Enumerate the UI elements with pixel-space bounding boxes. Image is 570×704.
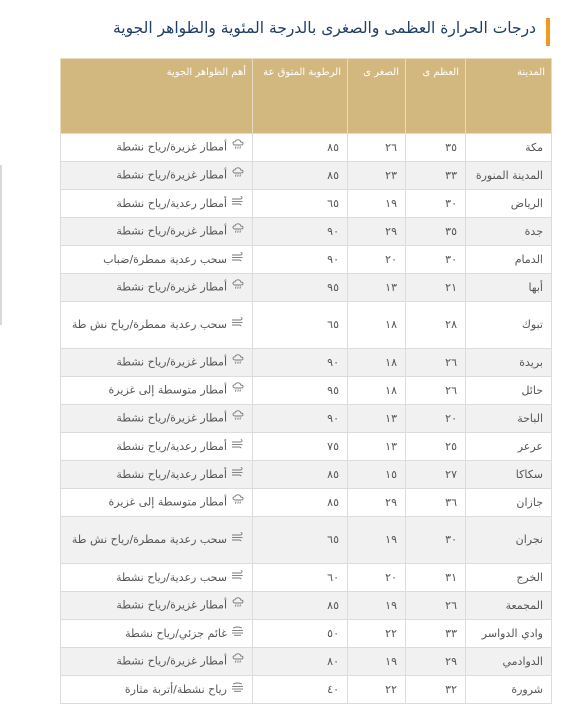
humidity-cell: ٤٠	[253, 676, 348, 704]
header-max: العظم ى	[406, 59, 466, 134]
haze-icon	[230, 626, 244, 642]
humidity-cell: ٧٥	[253, 433, 348, 461]
page-edge-rule	[0, 165, 2, 325]
weather-cell	[61, 190, 253, 218]
max-temp-cell: ٣٢	[406, 676, 466, 704]
weather-text: سحب رعدية/رياح نشطة	[115, 570, 227, 584]
rain-cloud-icon	[230, 597, 244, 614]
city-cell: المجمعة	[466, 592, 552, 620]
table-row	[61, 162, 552, 190]
header-humidity: الرطوبة المتوق عة	[253, 59, 348, 134]
rain-cloud-icon	[230, 410, 244, 427]
city-cell: عرعر	[466, 433, 552, 461]
humidity-cell: ٨٥	[253, 461, 348, 489]
weather-table	[60, 58, 552, 704]
weather-cell	[61, 433, 253, 461]
header-weather: أهم الظواهر الجوية	[61, 59, 253, 134]
weather-text: أمطار متوسطة إلى غزيرة	[108, 383, 227, 397]
max-temp-cell: ٢٥	[406, 433, 466, 461]
city-cell: مكة	[466, 134, 552, 162]
wind-icon	[230, 196, 244, 212]
min-temp-cell: ٢٣	[348, 162, 406, 190]
header-city: المدينة	[466, 59, 552, 134]
weather-cell	[61, 648, 253, 676]
table-row	[61, 134, 552, 162]
haze-icon	[230, 682, 244, 698]
max-temp-cell: ٢٨	[406, 302, 466, 349]
table-row	[61, 274, 552, 302]
weather-cell	[61, 246, 253, 274]
min-temp-cell: ١٨	[348, 302, 406, 349]
city-cell: حائل	[466, 377, 552, 405]
rain-cloud-icon	[230, 494, 244, 511]
title-accent-bar	[546, 18, 550, 46]
city-cell: الخرج	[466, 564, 552, 592]
min-temp-cell: ١٨	[348, 377, 406, 405]
city-cell: المدينة المنورة	[466, 162, 552, 190]
humidity-cell: ٥٠	[253, 620, 348, 648]
city-cell: شرورة	[466, 676, 552, 704]
humidity-cell: ٩٠	[253, 246, 348, 274]
table-row	[61, 461, 552, 489]
max-temp-cell: ٣٣	[406, 620, 466, 648]
rain-cloud-icon	[230, 354, 244, 371]
min-temp-cell: ٢٩	[348, 218, 406, 246]
city-cell: جازان	[466, 489, 552, 517]
weather-cell	[61, 461, 253, 489]
min-temp-cell: ٢٩	[348, 489, 406, 517]
table-row	[61, 648, 552, 676]
max-temp-cell: ٣٣	[406, 162, 466, 190]
city-cell: أبها	[466, 274, 552, 302]
max-temp-cell: ٢٦	[406, 377, 466, 405]
table-row	[61, 433, 552, 461]
table-header-row	[61, 59, 552, 134]
humidity-cell: ٨٠	[253, 648, 348, 676]
city-cell: سكاكا	[466, 461, 552, 489]
max-temp-cell: ٣٠	[406, 517, 466, 564]
table-row	[61, 349, 552, 377]
humidity-cell: ٩٠	[253, 218, 348, 246]
min-temp-cell: ٢٠	[348, 246, 406, 274]
weather-cell	[61, 377, 253, 405]
min-temp-cell: ١٣	[348, 405, 406, 433]
table-row	[61, 489, 552, 517]
humidity-cell: ٩٠	[253, 349, 348, 377]
table-row	[61, 405, 552, 433]
weather-text: أمطار غزيرة/رياح نشطة	[116, 140, 227, 154]
rain-cloud-icon	[230, 167, 244, 184]
table-row	[61, 302, 552, 349]
header-min: الصغر ى	[348, 59, 406, 134]
wind-icon	[230, 317, 244, 333]
min-temp-cell: ١٣	[348, 274, 406, 302]
max-temp-cell: ٢١	[406, 274, 466, 302]
humidity-cell: ٨٥	[253, 162, 348, 190]
humidity-cell: ٨٥	[253, 489, 348, 517]
table-row	[61, 676, 552, 704]
humidity-cell: ٩٠	[253, 405, 348, 433]
max-temp-cell: ٢٧	[406, 461, 466, 489]
humidity-cell: ٩٥	[253, 274, 348, 302]
rain-cloud-icon	[230, 382, 244, 399]
wind-icon	[230, 467, 244, 483]
weather-text: أمطار غزيرة/رياح نشطة	[116, 654, 227, 668]
max-temp-cell: ٢٩	[406, 648, 466, 676]
rain-cloud-icon	[230, 223, 244, 240]
min-temp-cell: ١٩	[348, 592, 406, 620]
humidity-cell: ٦٥	[253, 302, 348, 349]
min-temp-cell: ٢٦	[348, 134, 406, 162]
max-temp-cell: ٣١	[406, 564, 466, 592]
max-temp-cell: ٢٦	[406, 349, 466, 377]
rain-cloud-icon	[230, 139, 244, 156]
city-cell: وادي الدواسر	[466, 620, 552, 648]
city-cell: الرياض	[466, 190, 552, 218]
table-row	[61, 246, 552, 274]
page-title: درجات الحرارة العظمى والصغرى بالدرجة المئوية والظواهر الجوية	[113, 19, 536, 37]
wind-icon	[230, 570, 244, 586]
max-temp-cell: ٣٦	[406, 489, 466, 517]
weather-text: سحب رعدية ممطرة/ضباب	[103, 252, 227, 266]
weather-text: أمطار رعدية/رياح نشطة	[116, 439, 227, 453]
max-temp-cell: ٣٥	[406, 218, 466, 246]
page-header	[70, 16, 570, 48]
weather-text: أمطار رعدية/رياح نشطة	[116, 467, 227, 481]
weather-text: أمطار غزيرة/رياح نشطة	[116, 224, 227, 238]
city-cell: بريدة	[466, 349, 552, 377]
humidity-cell: ٩٥	[253, 377, 348, 405]
humidity-cell: ٦٥	[253, 190, 348, 218]
weather-cell	[61, 302, 253, 349]
weather-text: رياح نشطة/أتربة مثارة	[124, 682, 227, 696]
humidity-cell: ٨٥	[253, 592, 348, 620]
table-row	[61, 564, 552, 592]
min-temp-cell: ٢٢	[348, 676, 406, 704]
max-temp-cell: ٢٦	[406, 592, 466, 620]
min-temp-cell: ١٩	[348, 648, 406, 676]
humidity-cell: ٦٥	[253, 517, 348, 564]
city-cell: نجران	[466, 517, 552, 564]
weather-cell	[61, 134, 253, 162]
min-temp-cell: ٢٢	[348, 620, 406, 648]
weather-text: أمطار غزيرة/رياح نشطة	[116, 355, 227, 369]
table-row	[61, 190, 552, 218]
table-body	[61, 134, 552, 704]
city-cell: جدة	[466, 218, 552, 246]
weather-cell	[61, 405, 253, 433]
weather-cell	[61, 517, 253, 564]
max-temp-cell: ٣٠	[406, 246, 466, 274]
weather-text: أمطار غزيرة/رياح نشطة	[116, 598, 227, 612]
weather-cell	[61, 620, 253, 648]
min-temp-cell: ١٩	[348, 517, 406, 564]
weather-table-container	[60, 58, 552, 704]
max-temp-cell: ٣٠	[406, 190, 466, 218]
weather-text: أمطار غزيرة/رياح نشطة	[116, 280, 227, 294]
weather-cell	[61, 564, 253, 592]
city-cell: تبوك	[466, 302, 552, 349]
min-temp-cell: ١٥	[348, 461, 406, 489]
min-temp-cell: ١٣	[348, 433, 406, 461]
weather-cell	[61, 218, 253, 246]
wind-icon	[230, 439, 244, 455]
city-cell: الدوادمي	[466, 648, 552, 676]
rain-cloud-icon	[230, 653, 244, 670]
table-row	[61, 218, 552, 246]
weather-text: سحب رعدية ممطرة/رياح نش طة	[71, 533, 227, 546]
weather-cell	[61, 489, 253, 517]
rain-cloud-icon	[230, 279, 244, 296]
weather-text: أمطار متوسطة إلى غزيرة	[108, 495, 227, 509]
wind-icon	[230, 252, 244, 268]
table-row	[61, 517, 552, 564]
humidity-cell: ٦٠	[253, 564, 348, 592]
city-cell: الدمام	[466, 246, 552, 274]
weather-cell	[61, 676, 253, 704]
min-temp-cell: ١٨	[348, 349, 406, 377]
weather-text: أمطار غزيرة/رياح نشطة	[116, 411, 227, 425]
table-row	[61, 377, 552, 405]
weather-text: غائم جزئي/رياح نشطة	[125, 626, 227, 640]
weather-cell	[61, 349, 253, 377]
humidity-cell: ٨٥	[253, 134, 348, 162]
min-temp-cell: ١٩	[348, 190, 406, 218]
weather-text: أمطار رعدية/رياح نشطة	[116, 196, 227, 210]
max-temp-cell: ٣٥	[406, 134, 466, 162]
weather-cell	[61, 274, 253, 302]
weather-cell	[61, 162, 253, 190]
city-cell: الباحة	[466, 405, 552, 433]
weather-text: أمطار غزيرة/رياح نشطة	[116, 168, 227, 182]
weather-text: سحب رعدية ممطرة/رياح نش طة	[71, 318, 227, 331]
max-temp-cell: ٢٠	[406, 405, 466, 433]
table-row	[61, 592, 552, 620]
min-temp-cell: ٢٠	[348, 564, 406, 592]
wind-icon	[230, 532, 244, 548]
table-row	[61, 620, 552, 648]
weather-cell	[61, 592, 253, 620]
